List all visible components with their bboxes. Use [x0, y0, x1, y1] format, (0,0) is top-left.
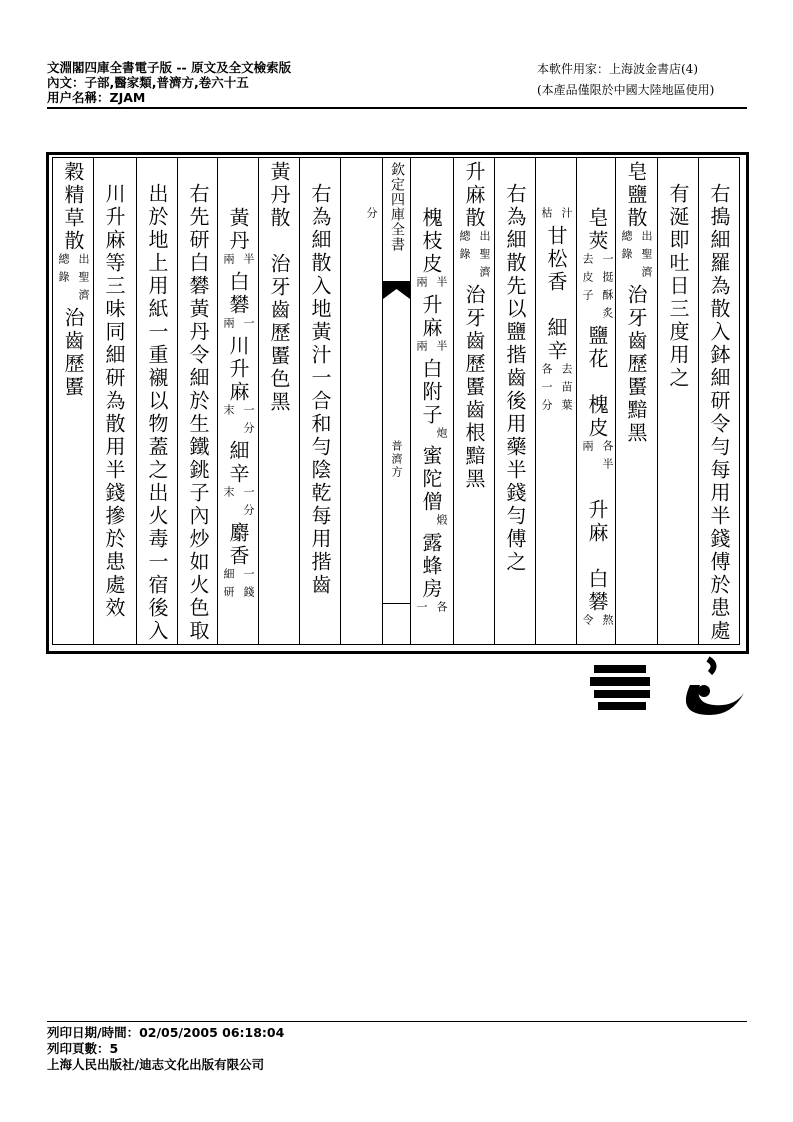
main-text: 右為細散先以鹽揩齒後用藥半錢勻傅之 [503, 183, 527, 574]
text-column [657, 183, 698, 390]
header-divider [47, 107, 747, 109]
main-text: 有涎即吐日三度用之 [666, 183, 690, 390]
column-rule [340, 158, 341, 644]
header-licensee: 本軟件用家：上海波金書店(4) [537, 62, 698, 76]
header-restriction: (本產品僅限於中國大陸地區使用) [537, 83, 715, 97]
publisher-logo-icon [590, 655, 750, 725]
margin-book-title: 普濟方 [390, 440, 403, 479]
annotation-note: 出聖濟總錄 [57, 253, 90, 307]
main-text: 治齒歷𧏾 [61, 307, 85, 399]
annotation-note: 炮 [435, 427, 448, 445]
text-column [217, 207, 258, 604]
text-column [340, 207, 381, 225]
main-text: 槐枝皮 [419, 207, 443, 276]
main-text: 麝香 [226, 522, 250, 568]
header-product-title: 文淵閣四庫全書電子版 -- 原文及全文檢索版 [47, 60, 292, 75]
main-text: 川升麻等三味同細研為散用半錢摻於患處效 [102, 183, 126, 620]
text-column [299, 183, 340, 597]
main-text: 治牙齒歷𧏾齒根黯黑 [462, 284, 486, 491]
text-column [494, 183, 535, 574]
main-text: 升麻散 [462, 161, 486, 230]
main-text: 右先研白礬黃丹令細於生鐵銚子內炒如火色取 [186, 183, 210, 643]
center-margin-column [383, 158, 410, 644]
annotation-note: 一兩 [222, 317, 255, 335]
annotation-note: 汁枯 [540, 207, 573, 225]
margin-divider [383, 603, 410, 604]
annotation-note: 各半兩 [581, 440, 614, 476]
main-text: 川升麻 [226, 335, 250, 404]
main-text: 蜜陀僧 [419, 445, 443, 514]
text-column [93, 183, 134, 620]
text-column [535, 207, 576, 417]
main-text: 細辛 [226, 440, 250, 486]
main-text: 鹽花 [585, 325, 609, 394]
text-column [410, 207, 451, 619]
footer-divider [47, 1021, 747, 1022]
text-column [136, 183, 177, 643]
main-text: 白附子 [419, 358, 443, 427]
fish-tail-marker-icon [383, 281, 410, 299]
annotation-note: 一分末 [222, 486, 255, 522]
main-text: 皂莢 [585, 207, 609, 253]
annotation-note: 去苗葉各一分 [540, 363, 573, 417]
header-username: 用户名稱：ZJAM [47, 90, 146, 105]
annotation-note: 出聖濟總錄 [620, 230, 653, 284]
footer-print-datetime: 列印日期/時間：02/05/2005 06:18:04 [47, 1025, 285, 1040]
annotation-note: 煅 [435, 514, 448, 532]
main-text: 右搗細羅為散入鉢細研令勻每用半錢傅於患處 [707, 183, 731, 643]
text-column [52, 161, 93, 399]
annotation-note: 熬令 [581, 614, 614, 632]
margin-series-title: 欽定四庫全書 [389, 162, 405, 252]
text-column [177, 183, 218, 643]
annotation-note: 一分末 [222, 404, 255, 440]
footer-print-pages: 列印頁數：5 [47, 1041, 119, 1056]
main-text: 升麻 [419, 294, 443, 340]
text-column [453, 161, 494, 491]
annotation-note: 各一 [415, 601, 448, 619]
main-text: 槐皮 [585, 394, 609, 440]
annotation-note: 半兩 [415, 340, 448, 358]
main-text: 治牙齒歷𧏾黯黑 [624, 284, 648, 445]
main-text: 黃丹散 治牙齒歷𧏾色黑 [267, 161, 291, 414]
main-text: 細辛 [544, 317, 568, 363]
annotation-note: 一挺酥炙去皮子 [581, 253, 614, 325]
header-content-path: 內文：子部,醫家類,普濟方,卷六十五 [47, 75, 249, 90]
footer-publisher: 上海人民出版社/迪志文化出版有限公司 [47, 1057, 265, 1072]
main-text: 升麻 [585, 476, 609, 568]
main-text: 甘松香 [544, 225, 568, 317]
main-text: 白礬 [226, 271, 250, 317]
main-text: 白礬 [585, 568, 609, 614]
annotation-note: 半兩 [415, 276, 448, 294]
main-text: 露蜂房 [419, 532, 443, 601]
text-column [576, 207, 617, 632]
main-text: 出於地上用紙一重襯以物蓋之出火毒一宿後入 [145, 183, 169, 643]
annotation-note: 出聖濟總錄 [458, 230, 491, 284]
text-column [698, 183, 739, 643]
main-text: 皂鹽散 [624, 161, 648, 230]
text-column [615, 161, 656, 445]
text-column [258, 161, 299, 414]
main-text: 右為細散入地黃汁一合和勻陰乾每用揩齒 [308, 183, 332, 597]
annotation-note: 分 [365, 207, 378, 225]
main-text: 穀精草散 [61, 161, 85, 253]
annotation-note: 半兩 [222, 253, 255, 271]
main-text: 黃丹 [226, 207, 250, 253]
annotation-note: 一錢細研 [222, 568, 255, 604]
